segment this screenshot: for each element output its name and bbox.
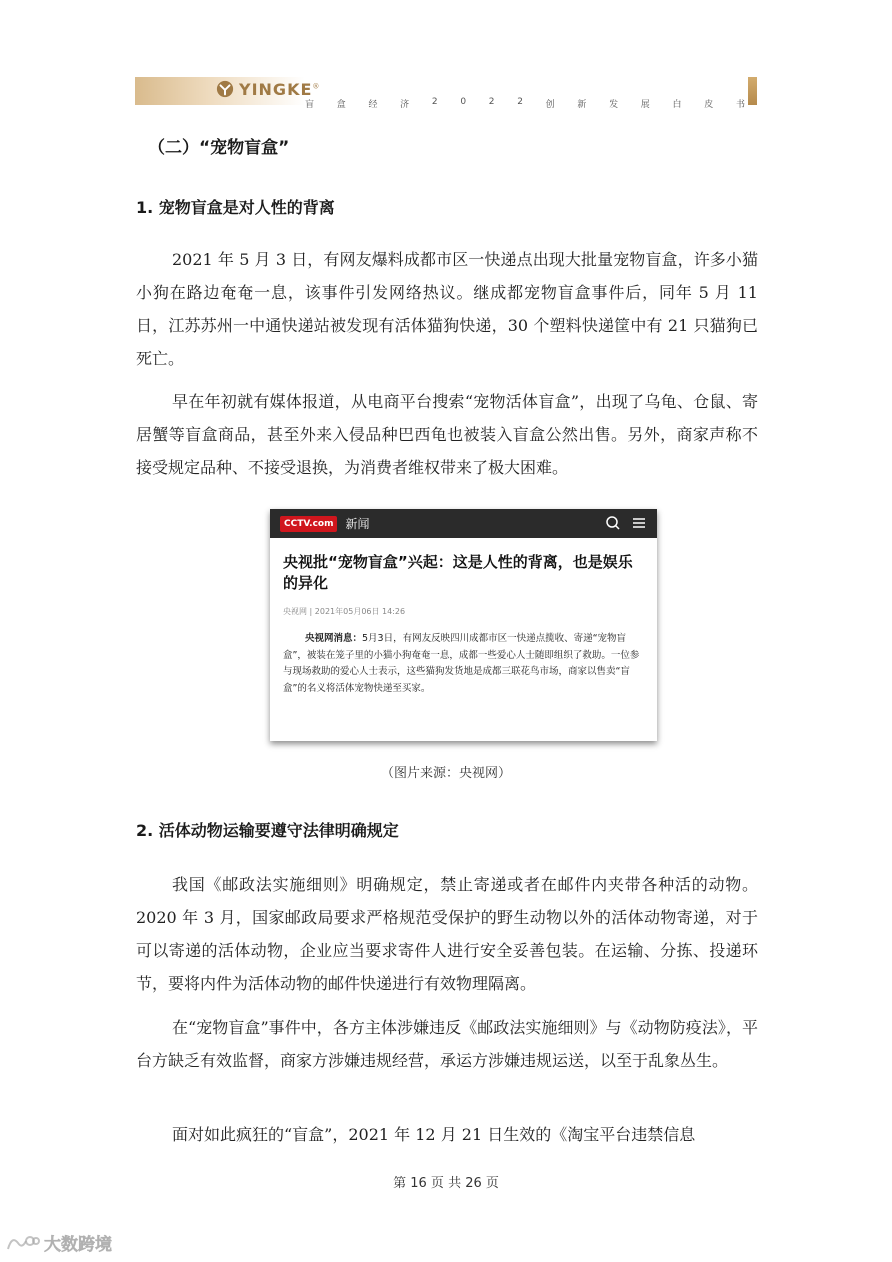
subtitle-char: 创 <box>545 100 555 110</box>
paragraph: 在“宠物盲盒”事件中，各方主体涉嫌违反《邮政法实施细则》与《动物防疫法》，平台方缺乏有效监督，商家方涉嫌违规经营，承运方涉嫌违规运送，以至于乱象丛生。 <box>136 1018 758 1070</box>
search-icon <box>605 515 621 531</box>
subtitle-char: 皮 <box>704 100 714 110</box>
watermark-logo-icon <box>6 1233 40 1253</box>
paragraph: 我国《邮政法实施细则》明确规定，禁止寄递或者在邮件内夹带各种活的动物。2020 年 3 月，国家邮政局要求严格规范受保护的野生动物以外的活体动物寄递，对于可以寄递的活体动物，企业应当要求寄件人进行安全妥善包装。在运输、分拣、投递环节，要将内件为活体动物的邮件快递进行有效物理隔离。 <box>136 875 758 993</box>
subtitle-char: 展 <box>640 100 650 110</box>
news-top-bar <box>270 509 657 538</box>
subtitle-char: 盲 <box>305 100 315 110</box>
subtitle-char: 经 <box>368 100 378 110</box>
news-body-text: 5月3日，有网友反映四川成都市区一快递点揽收、寄递“宠物盲盒”，被装在笼子里的小猫小狗奄奄一息，成都一些爱心人士随即组织了救助。一位参与现场救助的爱心人士表示，这些猫狗发货地是成都三联花鸟市场，商家以售卖“盲盒”的名义将活体宠物快递至买家。 <box>283 633 640 694</box>
section-title: （二）“宠物盲盒” <box>148 138 290 158</box>
logo-text: YINGKE <box>239 79 313 99</box>
page-number: 第 16 页 共 26 页 <box>393 1176 499 1191</box>
subtitle-char: 济 <box>400 100 410 110</box>
yingke-logo-icon <box>216 80 234 98</box>
subtitle-char: 2 <box>517 97 523 107</box>
subtitle-char: 2 <box>431 97 438 107</box>
cctv-logo: CCTV.com <box>280 516 337 532</box>
subsection-heading-2: 2. 活体动物运输要遵守法律明确规定 <box>136 821 399 840</box>
paragraph: 早在年初就有媒体报道，从电商平台搜索“宠物活体盲盒”，出现了乌龟、仓鼠、寄居蟹等盲盒商品，甚至外来入侵品种巴西龟也被装入盲盒公然出售。另外，商家声称不接受规定品种、不接受退换，为消费者维权带来了极大困难。 <box>136 392 758 477</box>
news-meta: 央视网 | 2021年05月06日 14:26 <box>283 607 406 616</box>
subtitle-char: 书 <box>735 100 745 110</box>
watermark-text: 大数跨境 <box>44 1235 112 1255</box>
subtitle-char: 新 <box>577 100 587 110</box>
news-body-lead: 央视网消息： <box>305 633 363 644</box>
news-section-label: 新闻 <box>345 517 370 531</box>
paragraph: 面对如此疯狂的“盲盒”，2021 年 12 月 21 日生效的《淘宝平台违禁信息 <box>172 1125 696 1144</box>
subtitle-char: 0 <box>460 97 467 107</box>
news-screenshot-figure <box>270 509 657 741</box>
subtitle-char: 发 <box>609 100 619 110</box>
watermark <box>6 1230 112 1255</box>
news-body <box>283 631 644 697</box>
subtitle-char: 盒 <box>336 100 346 110</box>
menu-icon <box>631 515 647 531</box>
header-accent-bar <box>748 77 757 105</box>
subtitle-char: 白 <box>672 100 682 110</box>
figure-caption: （图片来源：央视网） <box>380 766 511 781</box>
news-headline: 央视批“宠物盲盒”兴起：这是人性的背离，也是娱乐的异化 <box>283 553 633 592</box>
logo-registered-mark: ® <box>312 82 321 91</box>
header-subtitle <box>305 97 745 110</box>
subsection-heading-1: 1. 宠物盲盒是对人性的背离 <box>136 198 335 217</box>
paragraph: 2021 年 5 月 3 日，有网友爆料成都市区一快递点出现大批量宠物盲盒，许多小猫小狗在路边奄奄一息，该事件引发网络热议。继成都宠物盲盒事件后，同年 5 月 11 日，江苏苏州一中通快递站被发现有活体猫狗快递，30 个塑料快递筐中有 21 只猫狗已死亡。 <box>136 250 758 368</box>
subtitle-char: 2 <box>488 97 495 107</box>
